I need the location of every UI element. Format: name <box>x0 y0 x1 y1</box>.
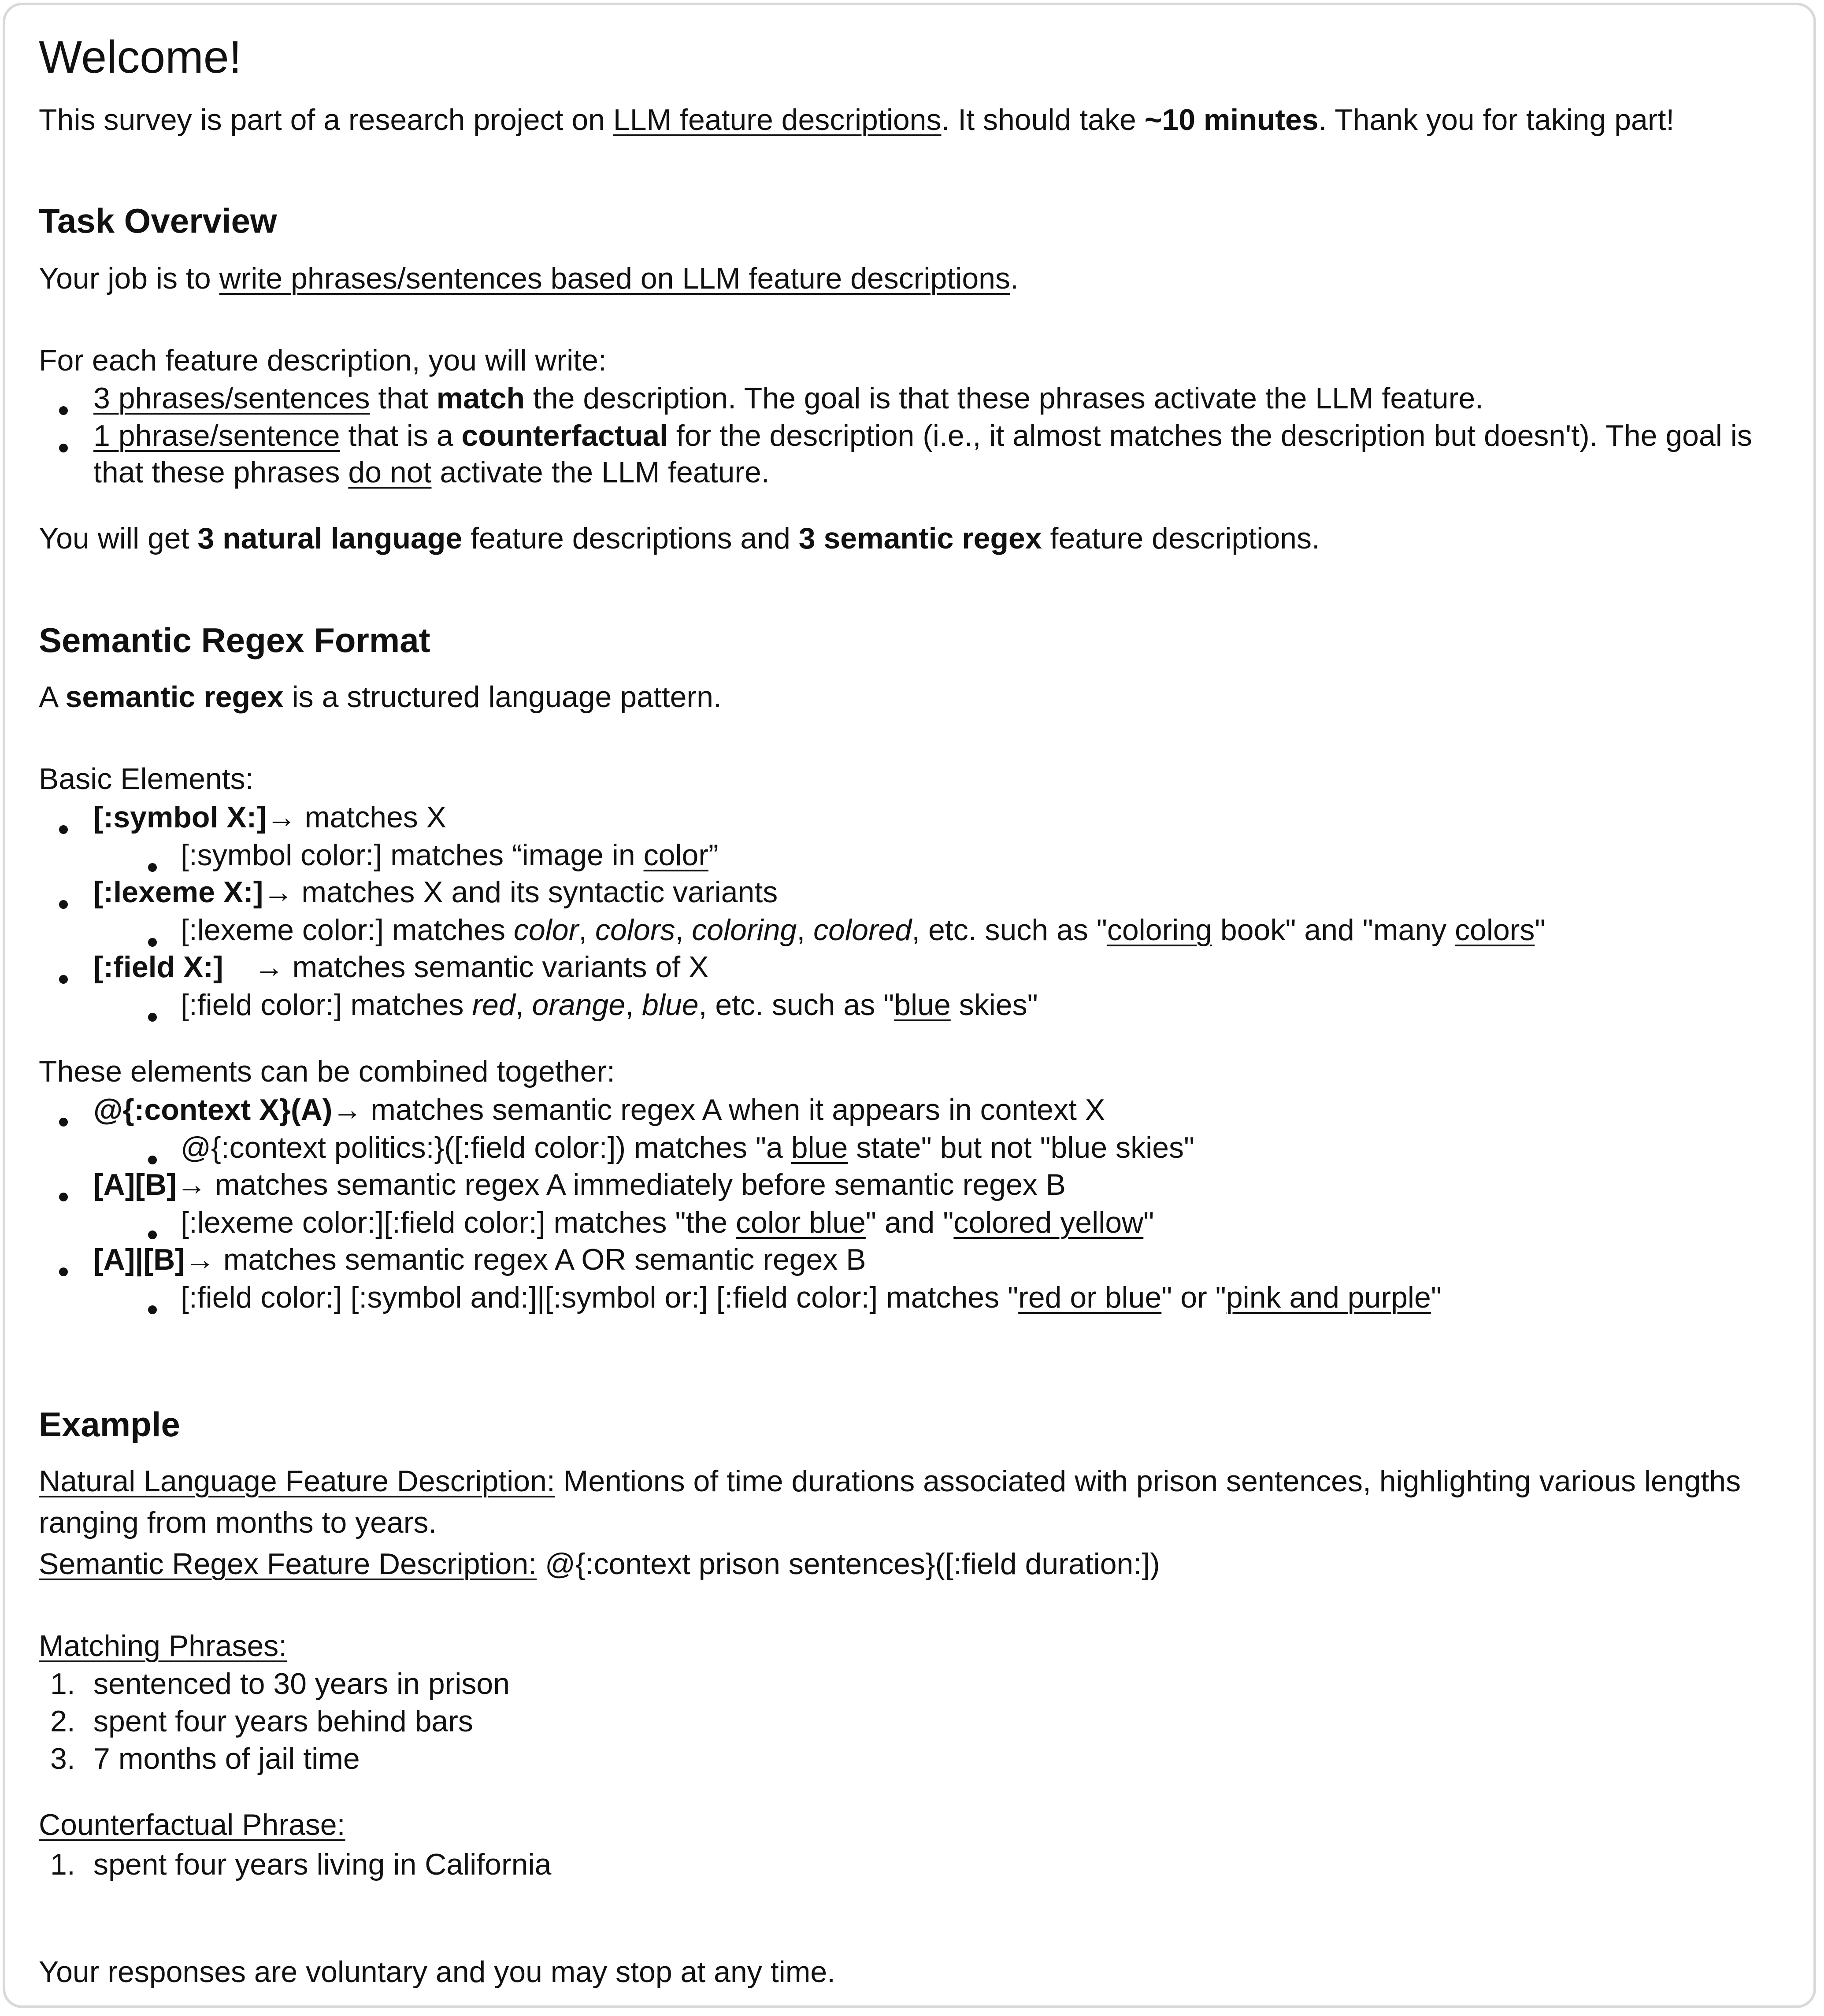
survey-card <box>3 3 1816 2008</box>
or-element: [A]|[B]→ matches semantic regex A OR semantic regex B <box>93 1243 866 1276</box>
lexeme-element: [:lexeme X:]→ matches X and its syntactic variants <box>93 875 778 909</box>
each-description-text: For each feature description, you will write: <box>39 344 607 377</box>
bullet-dot <box>148 997 157 1027</box>
bullet-dot <box>148 1214 157 1244</box>
write-matching-item: 3 phrases/sentences that match the description. The goal is that these phrases activate the LLM feature. <box>93 382 1484 415</box>
voluntary-note: Your responses are voluntary and you may stop at any time. <box>39 1955 836 1989</box>
list-number: 1. <box>50 1667 75 1701</box>
bullet-dot <box>148 922 157 952</box>
matching-phrase: sentenced to 30 years in prison <box>93 1667 510 1701</box>
job-text: Your job is to write phrases/sentences based on LLM feature descriptions. <box>39 262 1019 295</box>
sr-description: Semantic Regex Feature Description: @{:context prison sentences}([:field duration:]) <box>39 1547 1160 1581</box>
bullet-dot <box>59 390 68 420</box>
semantic-regex-heading: Semantic Regex Format <box>39 621 430 660</box>
symbol-example: [:symbol color:] matches “image in color” <box>181 838 719 872</box>
bullet-dot <box>148 1139 157 1169</box>
sequence-example: [:lexeme color:][:field color:] matches "the color blue" and "colored yellow" <box>181 1206 1154 1239</box>
nl-description: Natural Language Feature Description: Mentions of time durations associated with prison sentences, highlighting various lengths <box>39 1464 1741 1498</box>
description-counts-text: You will get 3 natural language feature descriptions and 3 semantic regex feature descriptions. <box>39 522 1320 555</box>
symbol-element: [:symbol X:]→ matches X <box>93 800 447 834</box>
lexeme-example: [:lexeme color:] matches color, colors, coloring, colored, etc. such as "coloring book" and "many colors" <box>181 913 1546 947</box>
page-title: Welcome! <box>39 32 242 83</box>
write-counterfactual-item: 1 phrase/sentence that is a counterfactual for the description (i.e., it almost matches the description but doesn't). The goal is <box>93 419 1752 452</box>
combined-label: These elements can be combined together: <box>39 1055 615 1088</box>
bullet-dot <box>59 959 68 989</box>
task-overview-heading: Task Overview <box>39 201 277 240</box>
bullet-dot <box>59 1176 68 1206</box>
counterfactual-phrase: spent four years living in California <box>93 1848 552 1881</box>
list-number: 2. <box>50 1705 75 1738</box>
sequence-element: [A][B]→ matches semantic regex A immediately before semantic regex B <box>93 1168 1066 1201</box>
intro-link[interactable]: LLM feature descriptions <box>613 103 942 137</box>
context-example: @{:context politics:}([:field color:]) matches "a blue state" but not "blue skies" <box>181 1131 1195 1164</box>
list-number: 3. <box>50 1742 75 1775</box>
context-element: @{:context X}(A)→ matches semantic regex A when it appears in context X <box>93 1093 1105 1127</box>
example-heading: Example <box>39 1405 180 1444</box>
bullet-dot <box>148 847 157 877</box>
counterfactual-label: Counterfactual Phrase: <box>39 1808 345 1842</box>
list-number: 1. <box>50 1848 75 1881</box>
matching-phrases-label: Matching Phrases: <box>39 1629 287 1663</box>
semantic-regex-definition: A semantic regex is a structured language pattern. <box>39 680 722 714</box>
matching-phrase: 7 months of jail time <box>93 1742 360 1775</box>
bullet-dot <box>59 809 68 839</box>
field-element: [:field X:] → matches semantic variants of X <box>93 950 709 984</box>
matching-phrase: spent four years behind bars <box>93 1705 473 1738</box>
field-example: [:field color:] matches red, orange, blue, etc. such as "blue skies" <box>181 988 1038 1022</box>
bullet-dot <box>59 884 68 914</box>
intro-text: This survey is part of a research project on LLM feature descriptions. It should take ~10 minutes. Thank you for taking part! <box>39 103 1675 137</box>
write-counterfactual-item-cont: that these phrases do not activate the LLM feature. <box>93 456 770 489</box>
bullet-dot <box>59 427 68 457</box>
or-example: [:field color:] [:symbol and:]|[:symbol or:] [:field color:] matches "red or blue" or "pink and purple" <box>181 1281 1442 1314</box>
bullet-dot <box>59 1101 68 1131</box>
bullet-dot <box>59 1251 68 1281</box>
nl-description-cont: ranging from months to years. <box>39 1506 437 1539</box>
basic-elements-label: Basic Elements: <box>39 762 254 796</box>
bullet-dot <box>148 1289 157 1319</box>
